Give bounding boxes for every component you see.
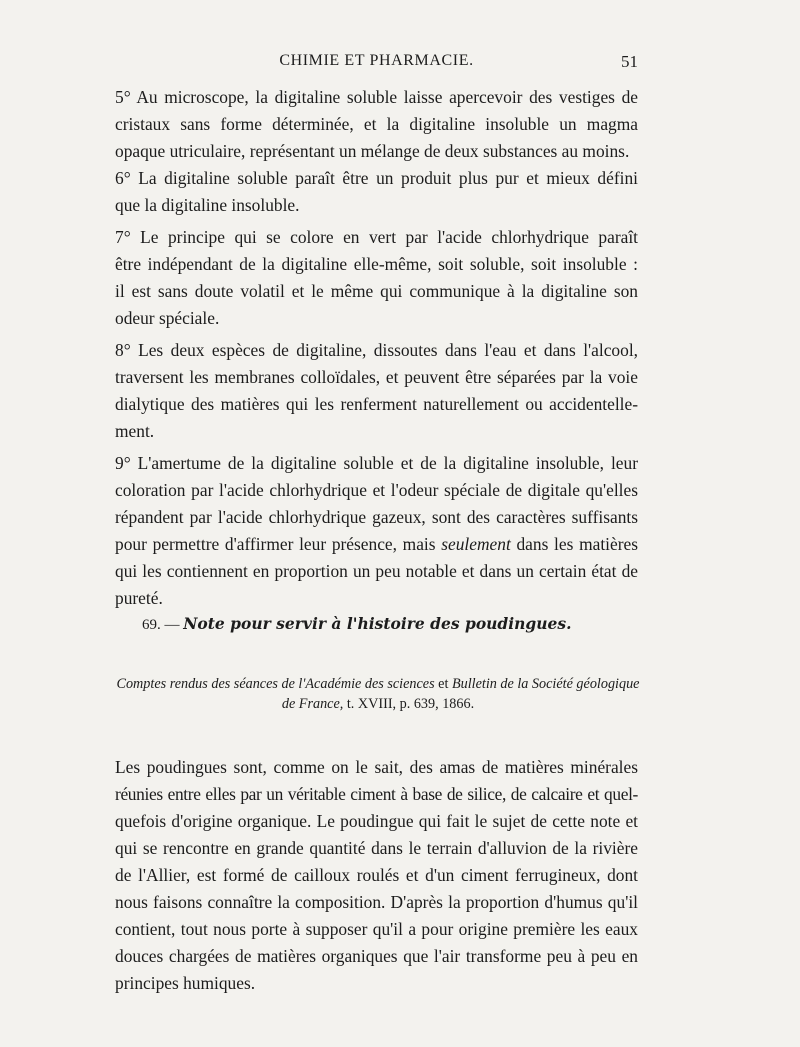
text-line: pureté. [115, 588, 163, 608]
text-line: Les poudingues sont, comme on le sait, des amas de matières minérales [115, 757, 638, 777]
text-line: réunies entre elles par un véritable ciment à base de silice, de calcaire et quel- [115, 784, 638, 804]
text-line: douces chargées de matières organiques que l'air transforme peu à peu en [115, 946, 638, 966]
section-paragraph [115, 754, 638, 997]
text-line: qui les contiennent en proportion un peu notable et dans un certain état de [115, 561, 638, 581]
paragraph-6 [115, 165, 638, 219]
text-line: que la digitaline insoluble. [115, 195, 300, 215]
paragraph-5 [115, 84, 638, 165]
section-body [115, 754, 638, 997]
text-line: contient, tout nous porte à supposer qu'il a pour origine première les eaux [115, 919, 638, 939]
section-heading [142, 614, 642, 634]
text-line: nous faisons connaître la composition. D'après la proportion d'humus qu'il [115, 892, 638, 912]
text-line: 8° Les deux espèces de digitaline, dissoutes dans l'eau et dans l'alcool, [115, 340, 638, 360]
citation-source-2: Bulletin de la Société géologique [451, 676, 640, 692]
emphasis-word: seulement [441, 534, 511, 554]
citation-source-1: Comptes rendus des séances de l'Académie des sciences [116, 676, 435, 692]
text-line: 5° Au microscope, la digitaline soluble laisse apercevoir des vestiges de [115, 87, 638, 107]
paragraph-9 [115, 450, 638, 612]
text-line: dialytique des matières qui les renferment naturellement ou accidentelle- [115, 394, 638, 414]
text-line: ment. [115, 421, 155, 441]
numbered-conclusions [115, 84, 638, 612]
text-line: traversent les membranes colloïdales, et peuvent être séparées par la voie [115, 367, 638, 387]
citation-reference: t. XVIII, p. 639, 1866. [343, 696, 475, 712]
section-title: Note pour servir à l'histoire des poudingues. [183, 614, 572, 633]
text-line: quefois d'origine organique. Le poudingue qui fait le sujet de cette note et [115, 811, 638, 831]
citation-source-2-cont: de France, [281, 696, 344, 712]
text-line: odeur spéciale. [115, 308, 220, 328]
running-title: CHIMIE ET PHARMACIE. [279, 52, 474, 69]
section-number: 69. — [142, 617, 180, 633]
text-line: cristaux sans forme déterminée, et la digitaline insoluble un magma [115, 114, 638, 134]
paragraph-7 [115, 224, 638, 332]
text-line: pour permettre d'affirmer leur présence, mais seulement dans les matières [115, 534, 638, 554]
paragraph-8 [115, 337, 638, 445]
text-line: 6° La digitaline soluble paraît être un produit plus pur et mieux défini [115, 168, 638, 188]
text-line: opaque utriculaire, représentant un mélange de deux substances au moins. [115, 141, 630, 161]
text-line: il est sans doute volatil et le même qui communique à la digitaline son [115, 281, 638, 301]
text-line: 9° L'amertume de la digitaline soluble et de la digitaline insoluble, leur [115, 453, 638, 473]
citation-conjunction: et [434, 676, 452, 692]
citation [113, 674, 643, 714]
page-number: 51 [621, 52, 638, 71]
page-header [115, 50, 638, 74]
text-line: principes humiques. [115, 973, 256, 993]
text-line: qui se rencontre en grande quantité dans le terrain d'alluvion de la rivière [115, 838, 638, 858]
text-line: de l'Allier, est formé de cailloux roulés et d'un ciment ferrugineux, dont [115, 865, 638, 885]
text-line: être indépendant de la digitaline elle-même, soit soluble, soit insoluble : [115, 254, 638, 274]
text-line: 7° Le principe qui se colore en vert par l'acide chlorhydrique paraît [115, 227, 638, 247]
text-line: coloration par l'acide chlorhydrique et l'odeur spéciale de digitale qu'elles [115, 480, 638, 500]
text-line: répandent par l'acide chlorhydrique gazeux, sont des caractères suffisants [115, 507, 638, 527]
